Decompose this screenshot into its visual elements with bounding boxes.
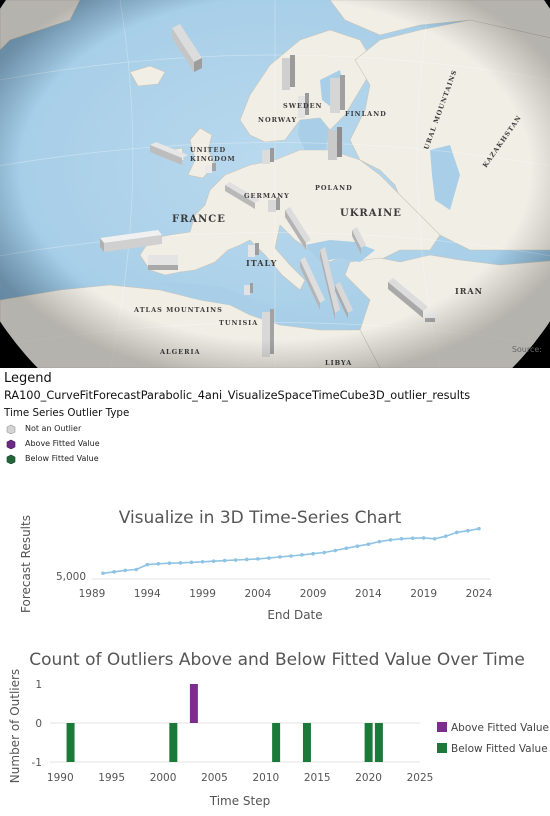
y-tick-label: -1 [31,757,42,769]
data-point[interactable] [378,540,382,544]
line-chart-title: Visualize in 3D Time-Series Chart [118,508,402,528]
swatch-shape [7,425,15,434]
data-point[interactable] [234,558,238,562]
x-tick-label: 2004 [244,588,272,600]
x-tick-label: 2009 [299,588,327,600]
data-point[interactable] [356,544,360,548]
outlier-count-bar-chart-svg[interactable] [0,642,550,812]
bar-chart-legend[interactable] [437,722,549,755]
x-tick-label: 2000 [149,772,177,784]
outlier-count-bar-chart[interactable] [0,642,550,812]
x-tick-label: 1994 [133,588,161,600]
data-point[interactable] [190,561,194,565]
data-point[interactable] [123,569,127,573]
data-point[interactable] [256,557,260,561]
data-point[interactable] [367,542,371,546]
data-point[interactable] [245,558,249,562]
legend-label-below[interactable]: Below Fitted Value [451,743,548,755]
bar[interactable] [375,723,383,762]
bar[interactable] [169,723,177,762]
x-tick-label: 1989 [78,588,106,600]
bar[interactable] [303,723,311,762]
line-chart-y-title: Forecast Results [19,515,33,613]
bar[interactable] [67,723,75,762]
swatch-shape [7,440,15,449]
globe-map-view[interactable] [0,0,550,368]
data-point[interactable] [278,555,282,559]
legend-item-above-fitted[interactable] [4,436,550,451]
legend-swatch-above[interactable] [437,722,447,732]
line-chart-y-tick: 5,000 [55,571,86,583]
legend-group-heading: Time Series Outlier Type [4,407,130,419]
data-point[interactable] [466,529,470,533]
data-point[interactable] [157,562,161,566]
legend-panel [4,370,550,466]
x-tick-label: 2019 [410,588,438,600]
legend-item-below-fitted[interactable] [4,451,550,466]
bar-chart-y-title: Number of Outliers [8,668,22,784]
legend-item-label: Above Fitted Value [25,439,100,448]
x-tick-label: 1999 [189,588,216,600]
data-point[interactable] [145,563,149,567]
forecast-line-chart[interactable] [0,500,550,630]
legend-item-not-outlier[interactable] [4,421,550,436]
legend-swatch-below[interactable] [437,743,447,753]
x-tick-label: 2025 [406,772,434,784]
data-point[interactable] [212,559,216,563]
y-tick-label: 0 [35,718,42,730]
bar[interactable] [190,684,198,723]
data-point[interactable] [134,568,138,572]
data-point[interactable] [101,571,105,575]
line-chart-x-ticks [79,588,493,600]
legend-item-label: Not an Outlier [25,424,82,433]
data-point[interactable] [411,536,415,540]
x-tick-label: 2020 [355,772,382,784]
data-point[interactable] [444,534,448,538]
data-point[interactable] [422,536,426,540]
legend-layer-name[interactable]: RA100_CurveFitForecastParabolic_4ani_VisualizeSpaceTimeCube3D_outlier_results [4,389,471,402]
legend-title: Legend [4,371,52,386]
data-point[interactable] [223,559,227,563]
map-attribution[interactable]: Source: [511,345,542,354]
y-tick-label: 1 [35,679,42,691]
x-tick-label: 1995 [98,772,126,784]
line-series-forecast[interactable] [101,527,480,575]
data-point[interactable] [477,527,481,531]
bar-chart-x-title: Time Step [209,794,271,808]
x-tick-label: 2014 [355,588,382,600]
cube-symbol-icon [6,439,16,449]
data-point[interactable] [455,531,459,535]
x-tick-label: 2010 [252,772,280,784]
legend-item-label: Below Fitted Value [25,454,99,463]
data-point[interactable] [389,538,393,542]
bar-chart-title: Count of Outliers Above and Below Fitted Value Over Time [29,650,525,670]
data-point[interactable] [333,549,337,553]
data-point[interactable] [201,560,205,564]
cube-symbol-icon [6,424,16,434]
cube-symbol-icon [6,454,16,464]
globe-map[interactable] [0,0,550,368]
data-point[interactable] [300,553,304,557]
x-tick-label: 2005 [201,772,228,784]
x-tick-label: 1990 [46,772,74,784]
data-point[interactable] [400,537,404,541]
data-point[interactable] [267,556,271,560]
bar[interactable] [365,723,373,762]
swatch-shape [7,455,15,464]
data-point[interactable] [112,570,116,574]
data-point[interactable] [322,551,326,555]
line-chart-x-title: End Date [267,608,323,622]
bar-chart-x-ticks [47,772,433,784]
forecast-line[interactable] [103,529,479,574]
data-point[interactable] [344,546,348,550]
bar[interactable] [272,723,280,762]
data-point[interactable] [433,537,437,541]
bar-chart-y-ticks [32,679,42,769]
data-point[interactable] [311,552,315,556]
data-point[interactable] [289,554,293,558]
data-point[interactable] [179,561,183,565]
data-point[interactable] [168,561,172,565]
forecast-line-chart-svg[interactable] [0,500,550,630]
x-tick-label: 2015 [303,772,331,784]
x-tick-label: 2024 [465,588,493,600]
legend-label-above[interactable]: Above Fitted Value [451,722,550,734]
